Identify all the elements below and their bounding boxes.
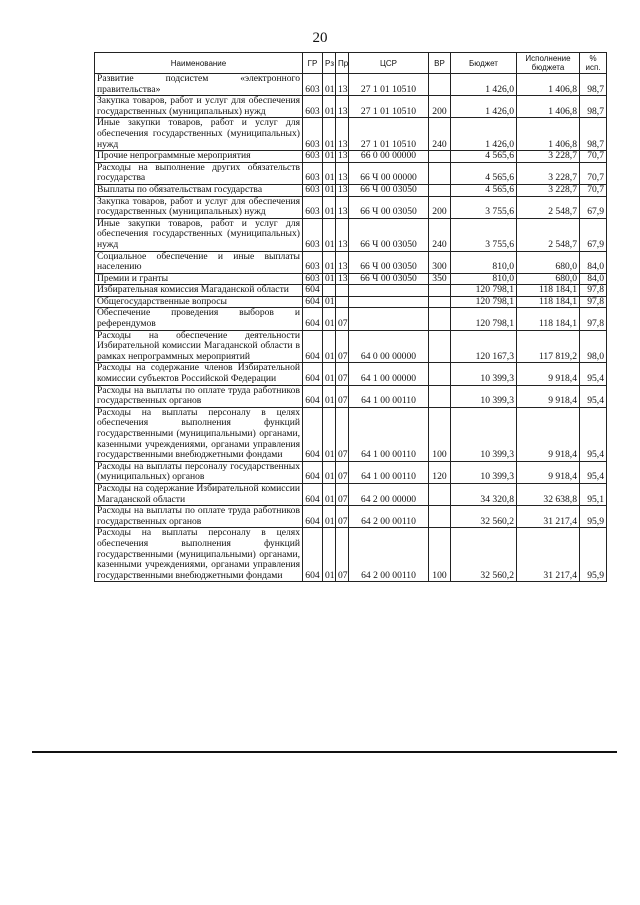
table-row	[95, 218, 607, 251]
cell-csr: 66 Ч 00 03050	[349, 184, 429, 196]
cell-csr: 64 1 00 00000	[349, 363, 429, 385]
cell-percent: 70,7	[580, 151, 607, 163]
cell-percent: 70,7	[580, 162, 607, 184]
cell-gr: 604	[303, 296, 323, 308]
cell-gr: 604	[303, 363, 323, 385]
table-row	[95, 162, 607, 184]
cell-csr	[349, 296, 429, 308]
cell-gr: 604	[303, 461, 323, 483]
cell-percent: 67,9	[580, 218, 607, 251]
cell-pr	[336, 285, 349, 297]
cell-execution: 117 819,2	[517, 330, 580, 363]
cell-rz: 01	[323, 506, 336, 528]
cell-execution: 31 217,4	[517, 528, 580, 582]
cell-gr: 603	[303, 162, 323, 184]
cell-execution: 1 406,8	[517, 74, 580, 96]
cell-execution: 9 918,4	[517, 385, 580, 407]
cell-pr: 07	[336, 461, 349, 483]
cell-percent: 98,0	[580, 330, 607, 363]
cell-execution: 9 918,4	[517, 363, 580, 385]
cell-rz: 01	[323, 407, 336, 461]
cell-percent: 97,8	[580, 308, 607, 330]
cell-gr: 603	[303, 96, 323, 118]
cell-name: Расходы на выплаты персоналу в целях обеспечения выполнения функций государственными (муниципальными) органами, казенными учреждениями, органами управления государственными внебюджетными фондами	[95, 407, 303, 461]
cell-pr: 13	[336, 273, 349, 285]
table-row	[95, 330, 607, 363]
table-row	[95, 251, 607, 273]
cell-percent: 84,0	[580, 251, 607, 273]
cell-budget: 4 565,6	[451, 162, 517, 184]
cell-rz: 01	[323, 483, 336, 505]
table-row	[95, 184, 607, 196]
cell-csr: 64 2 00 00000	[349, 483, 429, 505]
cell-csr	[349, 285, 429, 297]
cell-vr	[429, 285, 451, 297]
cell-pr: 13	[336, 118, 349, 151]
table-header	[95, 53, 607, 74]
cell-execution: 118 184,1	[517, 296, 580, 308]
cell-percent: 95,4	[580, 363, 607, 385]
cell-name: Избирательная комиссия Магаданской области	[95, 285, 303, 297]
table-row	[95, 407, 607, 461]
cell-pr: 07	[336, 407, 349, 461]
cell-gr: 603	[303, 184, 323, 196]
cell-vr	[429, 330, 451, 363]
table-row	[95, 96, 607, 118]
cell-gr: 603	[303, 196, 323, 218]
cell-percent: 95,1	[580, 483, 607, 505]
cell-pr	[336, 296, 349, 308]
cell-gr: 604	[303, 506, 323, 528]
page-number: 20	[312, 30, 328, 46]
table-row	[95, 196, 607, 218]
cell-budget: 1 426,0	[451, 74, 517, 96]
cell-budget: 3 755,6	[451, 218, 517, 251]
cell-rz: 01	[323, 251, 336, 273]
cell-gr: 603	[303, 273, 323, 285]
cell-csr: 27 1 01 10510	[349, 74, 429, 96]
cell-name: Иные закупки товаров, работ и услуг для обеспечения государственных (муниципальных) нужд	[95, 218, 303, 251]
cell-gr: 604	[303, 483, 323, 505]
cell-csr: 66 Ч 00 03050	[349, 196, 429, 218]
table-body	[95, 74, 607, 582]
cell-rz: 01	[323, 184, 336, 196]
cell-rz: 01	[323, 118, 336, 151]
cell-rz: 01	[323, 162, 336, 184]
cell-vr	[429, 506, 451, 528]
cell-pr: 07	[336, 506, 349, 528]
column-header-budget: Бюджет	[451, 53, 517, 74]
cell-pr: 13	[336, 184, 349, 196]
cell-budget: 1 426,0	[451, 118, 517, 151]
cell-execution: 2 548,7	[517, 196, 580, 218]
cell-csr: 64 0 00 00000	[349, 330, 429, 363]
cell-csr: 66 0 00 00000	[349, 151, 429, 163]
cell-vr: 240	[429, 118, 451, 151]
table-row	[95, 528, 607, 582]
cell-pr: 07	[336, 528, 349, 582]
cell-gr: 603	[303, 74, 323, 96]
cell-vr	[429, 151, 451, 163]
cell-rz: 01	[323, 96, 336, 118]
cell-percent: 95,4	[580, 385, 607, 407]
cell-rz: 01	[323, 196, 336, 218]
cell-budget: 32 560,2	[451, 506, 517, 528]
cell-execution: 1 406,8	[517, 96, 580, 118]
cell-rz	[323, 285, 336, 297]
table-row	[95, 118, 607, 151]
cell-name: Расходы на обеспечение деятельности Избирательной комиссии Магаданской области в рамках непрограммных мероприятий	[95, 330, 303, 363]
cell-rz: 01	[323, 385, 336, 407]
cell-pr: 07	[336, 363, 349, 385]
cell-percent: 97,8	[580, 285, 607, 297]
cell-execution: 9 918,4	[517, 461, 580, 483]
cell-vr	[429, 162, 451, 184]
cell-gr: 604	[303, 528, 323, 582]
column-header-vr: ВР	[429, 53, 451, 74]
column-header-rz: Рз	[323, 53, 336, 74]
cell-budget: 4 565,6	[451, 184, 517, 196]
table-row	[95, 74, 607, 96]
cell-vr	[429, 308, 451, 330]
cell-csr: 66 Ч 00 03050	[349, 218, 429, 251]
cell-budget: 810,0	[451, 251, 517, 273]
cell-gr: 603	[303, 218, 323, 251]
cell-vr: 350	[429, 273, 451, 285]
column-header-csr: ЦСР	[349, 53, 429, 74]
cell-name: Выплаты по обязательствам государства	[95, 184, 303, 196]
cell-csr: 66 Ч 00 03050	[349, 251, 429, 273]
cell-percent: 95,4	[580, 461, 607, 483]
cell-rz: 01	[323, 74, 336, 96]
cell-vr: 100	[429, 528, 451, 582]
cell-vr	[429, 184, 451, 196]
column-header-execution: Исполнение бюджета	[517, 53, 580, 74]
cell-name: Расходы на выплаты персоналу государственных (муниципальных) органов	[95, 461, 303, 483]
cell-csr: 64 1 00 00110	[349, 407, 429, 461]
table-row	[95, 285, 607, 297]
cell-gr: 603	[303, 151, 323, 163]
cell-percent: 70,7	[580, 184, 607, 196]
cell-percent: 95,9	[580, 528, 607, 582]
cell-execution: 118 184,1	[517, 285, 580, 297]
cell-pr: 07	[336, 330, 349, 363]
cell-rz: 01	[323, 330, 336, 363]
cell-execution: 1 406,8	[517, 118, 580, 151]
column-header-name: Наименование	[95, 53, 303, 74]
cell-name: Обеспечение проведения выборов и референдумов	[95, 308, 303, 330]
cell-execution: 3 228,7	[517, 151, 580, 163]
cell-percent: 97,8	[580, 296, 607, 308]
cell-name: Расходы на содержание членов Избирательной комиссии субъектов Российской Федерации	[95, 363, 303, 385]
cell-vr: 240	[429, 218, 451, 251]
cell-vr: 100	[429, 407, 451, 461]
cell-gr: 604	[303, 308, 323, 330]
cell-budget: 120 798,1	[451, 296, 517, 308]
cell-budget: 120 798,1	[451, 308, 517, 330]
cell-execution: 32 638,8	[517, 483, 580, 505]
cell-gr: 603	[303, 251, 323, 273]
table-row	[95, 385, 607, 407]
cell-execution: 680,0	[517, 251, 580, 273]
cell-budget: 1 426,0	[451, 96, 517, 118]
table-row	[95, 461, 607, 483]
cell-pr: 13	[336, 196, 349, 218]
cell-percent: 95,4	[580, 407, 607, 461]
cell-csr: 64 2 00 00110	[349, 506, 429, 528]
cell-percent: 98,7	[580, 96, 607, 118]
cell-name: Общегосударственные вопросы	[95, 296, 303, 308]
cell-percent: 95,9	[580, 506, 607, 528]
cell-name: Развитие подсистем «электронного правительства»	[95, 74, 303, 96]
cell-vr	[429, 296, 451, 308]
table-row	[95, 506, 607, 528]
column-header-percent: % исп.	[580, 53, 607, 74]
cell-execution: 9 918,4	[517, 407, 580, 461]
cell-csr: 66 Ч 00 00000	[349, 162, 429, 184]
cell-gr: 604	[303, 385, 323, 407]
cell-budget: 10 399,3	[451, 461, 517, 483]
cell-pr: 07	[336, 385, 349, 407]
cell-name: Расходы на выплаты персоналу в целях обеспечения выполнения функций государственными (муниципальными) органами, казенными учреждениями, органами управления государственными внебюджетными фондами	[95, 528, 303, 582]
cell-percent: 67,9	[580, 196, 607, 218]
cell-budget: 120 167,3	[451, 330, 517, 363]
cell-execution: 31 217,4	[517, 506, 580, 528]
cell-rz: 01	[323, 363, 336, 385]
cell-budget: 3 755,6	[451, 196, 517, 218]
cell-rz: 01	[323, 528, 336, 582]
cell-pr: 13	[336, 74, 349, 96]
cell-gr: 603	[303, 118, 323, 151]
cell-execution: 3 228,7	[517, 184, 580, 196]
cell-csr: 64 1 00 00110	[349, 461, 429, 483]
table-row	[95, 483, 607, 505]
cell-gr: 604	[303, 407, 323, 461]
cell-pr: 13	[336, 251, 349, 273]
cell-budget: 10 399,3	[451, 407, 517, 461]
cell-budget: 10 399,3	[451, 385, 517, 407]
cell-percent: 84,0	[580, 273, 607, 285]
cell-vr	[429, 385, 451, 407]
cell-rz: 01	[323, 151, 336, 163]
cell-gr: 604	[303, 330, 323, 363]
cell-pr: 13	[336, 218, 349, 251]
cell-pr: 07	[336, 308, 349, 330]
cell-vr: 300	[429, 251, 451, 273]
cell-budget: 10 399,3	[451, 363, 517, 385]
cell-execution: 680,0	[517, 273, 580, 285]
table-row	[95, 363, 607, 385]
cell-budget: 32 560,2	[451, 528, 517, 582]
cell-csr: 27 1 01 10510	[349, 96, 429, 118]
table-row	[95, 296, 607, 308]
cell-percent: 98,7	[580, 74, 607, 96]
cell-csr: 64 1 00 00110	[349, 385, 429, 407]
cell-vr: 120	[429, 461, 451, 483]
cell-budget: 34 320,8	[451, 483, 517, 505]
cell-name: Закупка товаров, работ и услуг для обеспечения государственных (муниципальных) нужд	[95, 96, 303, 118]
column-header-gr: ГР	[303, 53, 323, 74]
cell-rz: 01	[323, 218, 336, 251]
cell-pr: 07	[336, 483, 349, 505]
cell-name: Расходы на выплаты по оплате труда работников государственных органов	[95, 506, 303, 528]
cell-vr	[429, 363, 451, 385]
cell-vr: 200	[429, 196, 451, 218]
cell-name: Расходы на выплаты по оплате труда работников государственных органов	[95, 385, 303, 407]
cell-csr	[349, 308, 429, 330]
table-row	[95, 273, 607, 285]
cell-name: Расходы на содержание Избирательной комиссии Магаданской области	[95, 483, 303, 505]
cell-execution: 118 184,1	[517, 308, 580, 330]
cell-pr: 13	[336, 96, 349, 118]
cell-pr: 13	[336, 162, 349, 184]
cell-budget: 4 565,6	[451, 151, 517, 163]
cell-rz: 01	[323, 308, 336, 330]
cell-execution: 3 228,7	[517, 162, 580, 184]
cell-budget: 810,0	[451, 273, 517, 285]
cell-execution: 2 548,7	[517, 218, 580, 251]
cell-name: Иные закупки товаров, работ и услуг для обеспечения государственных (муниципальных) нужд	[95, 118, 303, 151]
cell-budget: 120 798,1	[451, 285, 517, 297]
cell-pr: 13	[336, 151, 349, 163]
table-row	[95, 151, 607, 163]
budget-table	[94, 52, 607, 582]
cell-rz: 01	[323, 273, 336, 285]
cell-csr: 27 1 01 10510	[349, 118, 429, 151]
cell-name: Социальное обеспечение и иные выплаты населению	[95, 251, 303, 273]
cell-name: Расходы на выполнение других обязательств государства	[95, 162, 303, 184]
cell-vr	[429, 74, 451, 96]
cell-rz: 01	[323, 461, 336, 483]
column-header-pr: Пр	[336, 53, 349, 74]
cell-vr: 200	[429, 96, 451, 118]
cell-name: Закупка товаров, работ и услуг для обеспечения государственных (муниципальных) нужд	[95, 196, 303, 218]
bottom-rule	[32, 751, 617, 753]
cell-vr	[429, 483, 451, 505]
cell-csr: 66 Ч 00 03050	[349, 273, 429, 285]
cell-name: Премии и гранты	[95, 273, 303, 285]
cell-csr: 64 2 00 00110	[349, 528, 429, 582]
cell-gr: 604	[303, 285, 323, 297]
cell-rz: 01	[323, 296, 336, 308]
cell-percent: 98,7	[580, 118, 607, 151]
cell-name: Прочие непрограммные мероприятия	[95, 151, 303, 163]
table-row	[95, 308, 607, 330]
